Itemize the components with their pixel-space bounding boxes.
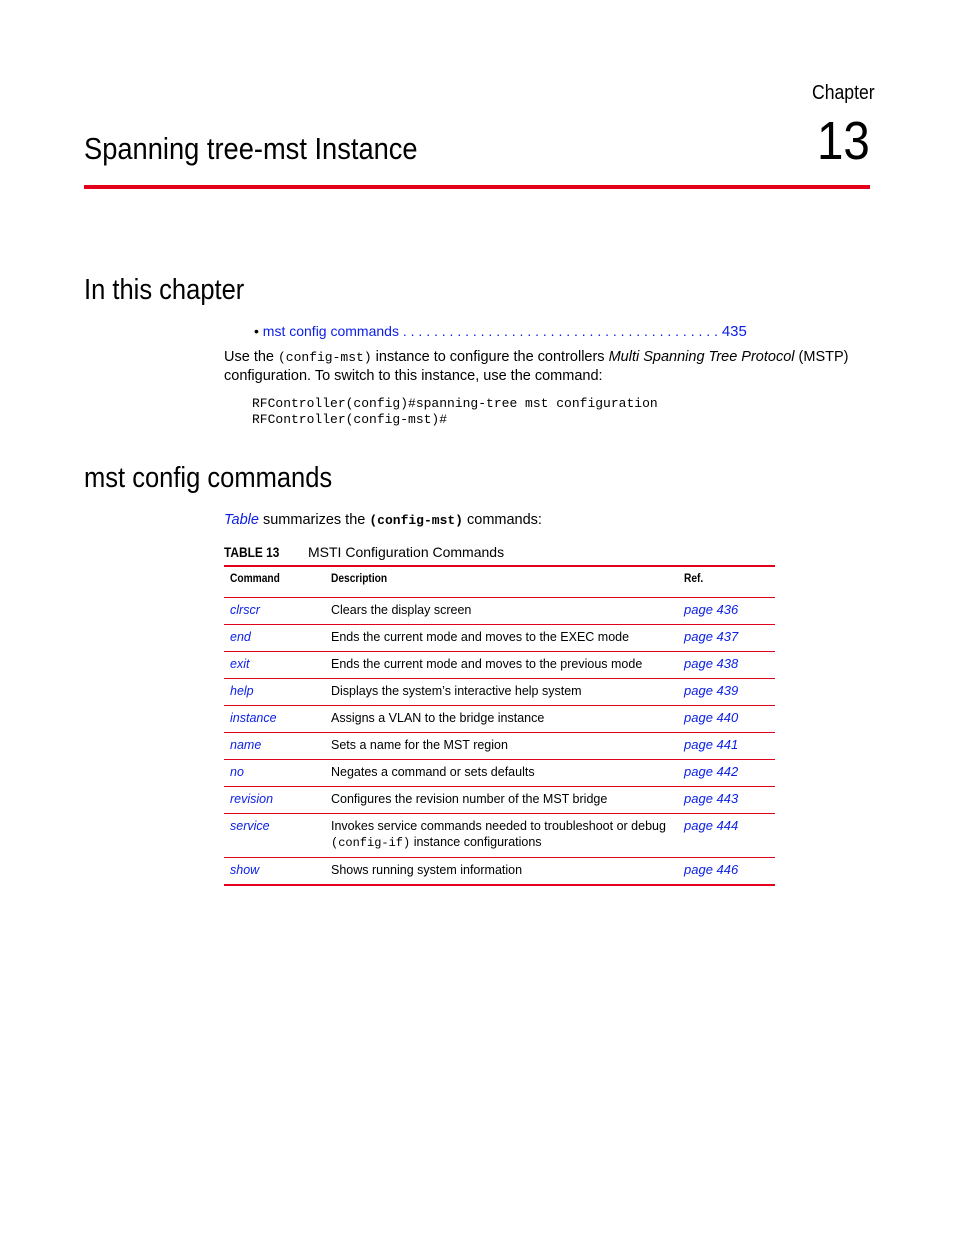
intro-paragraph bbox=[224, 348, 874, 386]
toc-link-mst-config-commands[interactable]: mst config commands bbox=[262, 323, 399, 339]
description-cell: Sets a name for the MST region bbox=[325, 733, 678, 760]
ref-link[interactable]: page 436 bbox=[678, 598, 775, 625]
table-row bbox=[224, 733, 775, 760]
chapter-title: Spanning tree-mst Instance bbox=[84, 131, 418, 166]
description-cell bbox=[325, 814, 678, 858]
mst-config-commands-heading: mst config commands bbox=[84, 462, 333, 494]
description-text: Invokes service commands needed to troubleshoot or debug bbox=[331, 819, 666, 833]
table-row bbox=[224, 760, 775, 787]
chapter-divider bbox=[84, 185, 870, 189]
description-cell: Displays the system’s interactive help system bbox=[325, 679, 678, 706]
table-caption bbox=[224, 544, 504, 560]
table-row bbox=[224, 814, 775, 858]
commands-table bbox=[224, 565, 775, 886]
header-description: Description bbox=[331, 571, 388, 585]
intro-code: (config-mst) bbox=[369, 513, 463, 528]
description-text: instance configurations bbox=[410, 835, 542, 849]
toc-page-number[interactable]: 435 bbox=[721, 323, 747, 340]
para-italic: Multi Spanning Tree Protocol bbox=[608, 349, 795, 365]
description-cell: Negates a command or sets defaults bbox=[325, 760, 678, 787]
para-text: Use the bbox=[224, 349, 278, 365]
command-link[interactable]: name bbox=[224, 733, 325, 760]
command-link[interactable]: exit bbox=[224, 652, 325, 679]
table-row bbox=[224, 858, 775, 886]
table-row bbox=[224, 625, 775, 652]
ref-link[interactable]: page 441 bbox=[678, 733, 775, 760]
ref-link[interactable]: page 437 bbox=[678, 625, 775, 652]
description-cell: Configures the revision number of the MST bridge bbox=[325, 787, 678, 814]
table-header-row bbox=[224, 566, 775, 598]
description-code: (config-if) bbox=[331, 836, 411, 850]
code-line: RFController(config-mst)# bbox=[252, 412, 448, 427]
table-row bbox=[224, 706, 775, 733]
command-link[interactable]: instance bbox=[224, 706, 325, 733]
ref-link[interactable]: page 438 bbox=[678, 652, 775, 679]
intro-text: commands: bbox=[462, 512, 542, 528]
command-link[interactable]: no bbox=[224, 760, 325, 787]
table-row bbox=[224, 598, 775, 625]
command-link[interactable]: show bbox=[224, 858, 325, 886]
command-link[interactable]: end bbox=[224, 625, 325, 652]
para-text: (MSTP) configuration. To switch to this instance, use the command: bbox=[224, 349, 849, 384]
code-line: RFController(config)#spanning-tree mst configuration bbox=[252, 396, 658, 411]
command-link[interactable]: clrscr bbox=[224, 598, 325, 625]
in-this-chapter-heading: In this chapter bbox=[84, 274, 245, 306]
ref-link[interactable]: page 444 bbox=[678, 814, 775, 858]
table-row bbox=[224, 652, 775, 679]
table-title: MSTI Configuration Commands bbox=[308, 544, 505, 560]
para-text: instance to configure the controllers bbox=[371, 349, 609, 365]
table-intro bbox=[224, 512, 542, 528]
bullet: • bbox=[254, 323, 263, 339]
ref-link[interactable]: page 446 bbox=[678, 858, 775, 886]
header-ref: Ref. bbox=[684, 571, 704, 585]
code-block bbox=[252, 396, 658, 428]
table-number: TABLE 13 bbox=[224, 544, 280, 560]
toc-entry[interactable] bbox=[254, 323, 747, 340]
para-code: (config-mst) bbox=[278, 350, 372, 365]
toc-leader: . . . . . . . . . . . . . . . . . . . . . . . . . . . . . . . . . . . . . . . . . bbox=[398, 323, 722, 339]
command-link[interactable]: help bbox=[224, 679, 325, 706]
ref-link[interactable]: page 439 bbox=[678, 679, 775, 706]
chapter-label: Chapter bbox=[812, 82, 875, 104]
intro-text: summarizes the bbox=[258, 512, 370, 528]
command-link[interactable]: service bbox=[224, 814, 325, 858]
table-row bbox=[224, 679, 775, 706]
table-link[interactable]: Table bbox=[224, 512, 259, 528]
description-cell: Shows running system information bbox=[325, 858, 678, 886]
description-cell: Ends the current mode and moves to the previous mode bbox=[325, 652, 678, 679]
chapter-number: 13 bbox=[817, 111, 870, 171]
description-cell: Ends the current mode and moves to the EXEC mode bbox=[325, 625, 678, 652]
ref-link[interactable]: page 443 bbox=[678, 787, 775, 814]
table-row bbox=[224, 787, 775, 814]
ref-link[interactable]: page 442 bbox=[678, 760, 775, 787]
description-cell: Clears the display screen bbox=[325, 598, 678, 625]
ref-link[interactable]: page 440 bbox=[678, 706, 775, 733]
description-cell: Assigns a VLAN to the bridge instance bbox=[325, 706, 678, 733]
header-command: Command bbox=[230, 571, 280, 585]
command-link[interactable]: revision bbox=[224, 787, 325, 814]
